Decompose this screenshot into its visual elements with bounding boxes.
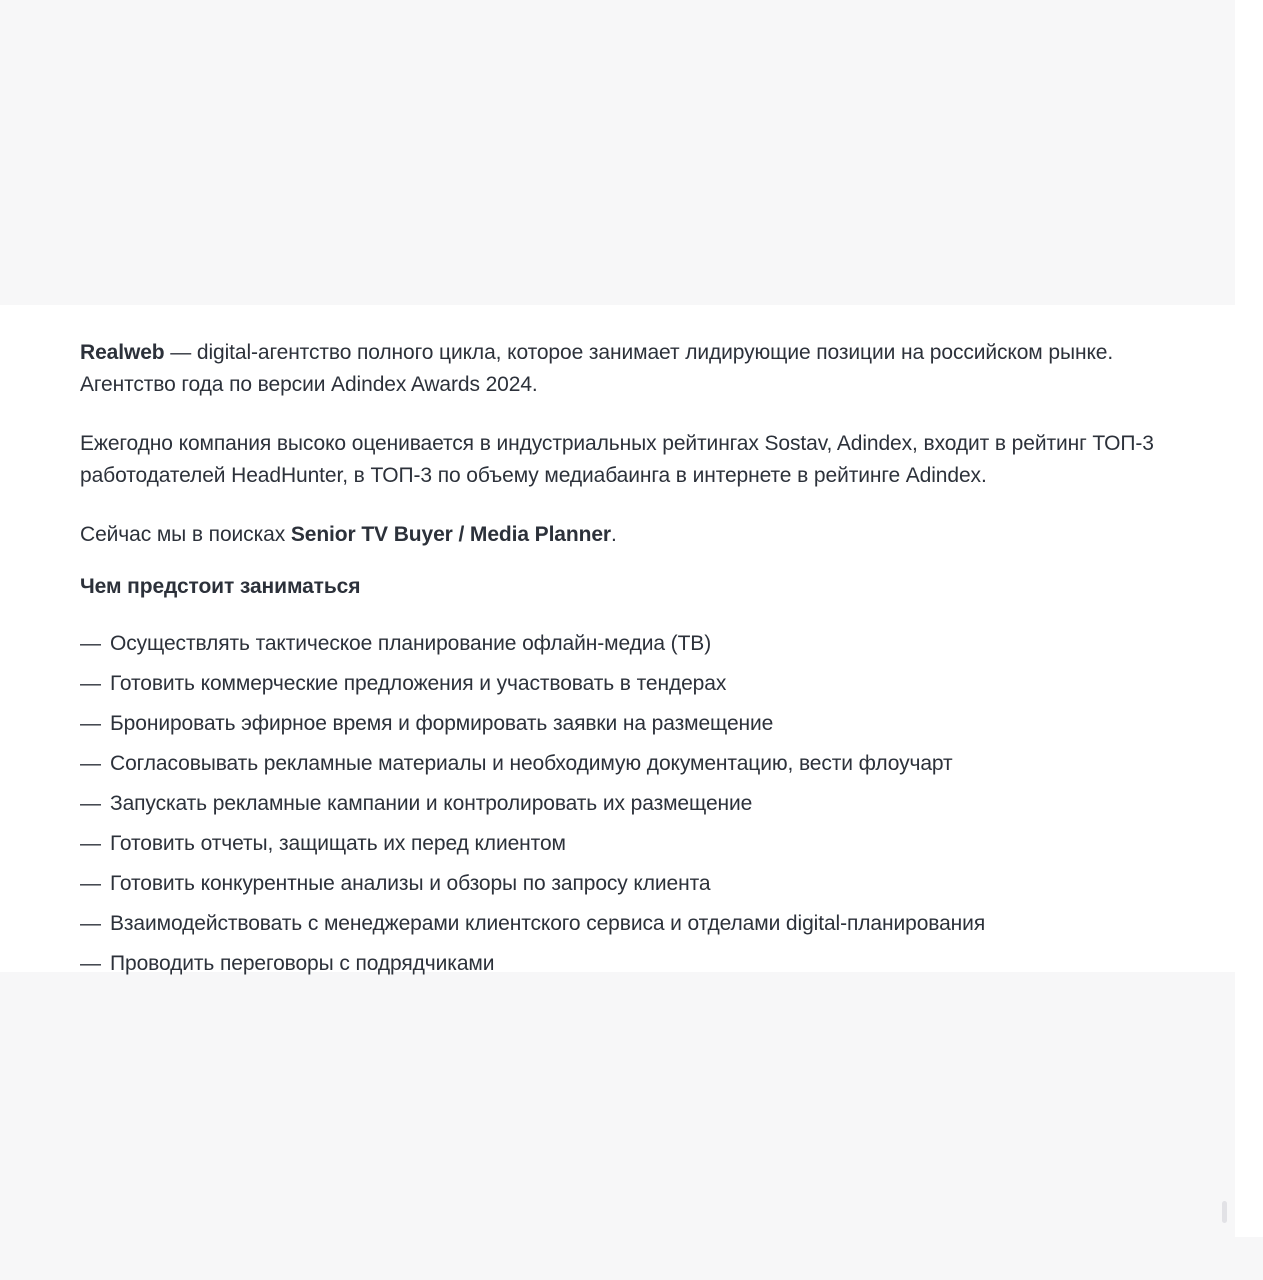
search-prefix: Сейчас мы в поисках — [80, 523, 291, 546]
dash-bullet: — — [80, 872, 101, 895]
duty-text: Взаимодействовать с менеджерами клиентского сервиса и отделами digital-планирования — [110, 912, 986, 935]
duty-text: Осуществлять тактическое планирование офлайн-медиа (ТВ) — [110, 632, 712, 655]
intro-text: — digital-агентство полного цикла, которое занимает лидирующие позиции на российском рынке. Агентство года по версии Adindex Awards 2024. — [80, 341, 1114, 396]
duty-text: Согласовывать рекламные материалы и необходимую документацию, вести флоучарт — [110, 752, 953, 775]
ratings-paragraph: Ежегодно компания высоко оценивается в индустриальных рейтингах Sostav, Adindex, входит в рейтинг ТОП-3 работодателей HeadHunter, в ТОП-3 по объему медиабаинга в интернете в рейтинге Adindex. — [80, 432, 1154, 487]
section-heading: Чем предстоит заниматься — [80, 575, 361, 598]
duties-list — [80, 630, 1195, 977]
duty-item — [80, 710, 1195, 737]
duty-item — [80, 630, 1195, 657]
duty-item — [80, 670, 1195, 697]
scrollbar-track[interactable] — [1235, 0, 1263, 1237]
top-placeholder-band — [0, 0, 1235, 305]
search-paragraph — [80, 519, 1195, 551]
duty-text: Готовить коммерческие предложения и участвовать в тендерах — [110, 672, 727, 695]
duty-text: Готовить отчеты, защищать их перед клиентом — [110, 832, 566, 855]
duty-item — [80, 910, 1195, 937]
duty-item — [80, 790, 1195, 817]
dash-bullet: — — [80, 712, 101, 735]
search-suffix: . — [611, 523, 617, 546]
dash-bullet: — — [80, 792, 101, 815]
dash-bullet: — — [80, 952, 101, 975]
dash-bullet: — — [80, 832, 101, 855]
dash-bullet: — — [80, 632, 101, 655]
bottom-placeholder-band — [0, 972, 1235, 1237]
dash-bullet: — — [80, 672, 101, 695]
duty-text: Бронировать эфирное время и формировать заявки на размещение — [110, 712, 774, 735]
position-title: Senior TV Buyer / Media Planner — [290, 523, 611, 546]
company-name: Realweb — [80, 341, 165, 364]
duty-item — [80, 950, 1195, 977]
duty-text: Запускать рекламные кампании и контролировать их размещение — [110, 792, 753, 815]
vacancy-description — [80, 305, 1195, 990]
duty-item — [80, 870, 1195, 897]
duty-text: Готовить конкурентные анализы и обзоры по запросу клиента — [110, 872, 711, 895]
intro-paragraph — [80, 337, 1195, 401]
duty-text: Проводить переговоры с подрядчиками — [110, 952, 495, 975]
dash-bullet: — — [80, 752, 101, 775]
dash-bullet: — — [80, 912, 101, 935]
duty-item — [80, 830, 1195, 857]
duty-item — [80, 750, 1195, 777]
bottom-edge-band — [0, 1237, 1263, 1280]
scrollbar-thumb[interactable] — [1222, 1201, 1227, 1223]
